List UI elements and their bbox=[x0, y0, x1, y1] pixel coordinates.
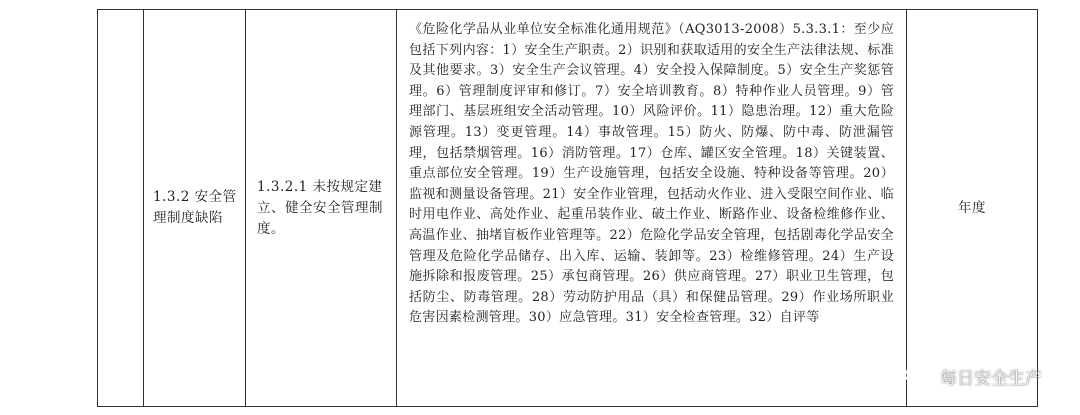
watermark bbox=[904, 364, 1042, 389]
watermark-text: 每日安全生产 bbox=[940, 369, 1042, 389]
category-code-label: 1.3.2 安全管理制度缺陷 bbox=[153, 189, 237, 226]
regulation-table bbox=[97, 9, 1038, 407]
requirement-content-text: 《危险化学品从业单位安全标准化通用规范》（AQ3013-2008）5.3.3.1：至少应包括下列内容：1）安全生产职责。2）识别和获取适用的安全生产法律法规、标准及其他要求。3）安全生产会议管理。4）安全投入保障制度。5）安全生产奖惩管理。6）管理制度评审和修订。7）安全培训教育。8）特种作业人员管理。9）管理部门、基层班组安全活动管理。10）风险评价。11）隐患治理。12）重大危险源管理。13）变更管理。14）事故管理。15）防火、防爆、防中毒、防泄漏管理，包括禁烟管理。16）消防管理。17）仓库、罐区安全管理。18）关键装置、重点部位安全管理。19）生产设施管理，包括安全设施、特种设备等管理。20）监视和测量设备管理。21）安全作业管理，包括动火作业、进入受限空间作业、临时用电作业、高处作业、起重吊装作业、破土作业、断路作业、设备检维修作业、高温作业、抽堵盲板作业管理等。22）危险化学品安全管理，包括剧毒化学品安全管理及危险化学品储存、出入库、运输、装卸等。23）检维修管理。24）生产设施拆除和报废管理。25）承包商管理。26）供应商管理。27）职业卫生管理，包括防尘、防毒管理。28）劳动防护用品（具）和保健品管理。29）作业场所职业危害因素检测管理。30）应急管理。31）安全检查管理。32）自评等 bbox=[409, 22, 894, 326]
category-cell bbox=[144, 10, 245, 406]
subcategory-code-label: 1.3.2.1 未按规定建立、健全安全管理制度。 bbox=[257, 178, 383, 237]
wechat-icon bbox=[904, 366, 934, 388]
frequency-label: 年度 bbox=[958, 199, 986, 216]
subcategory-cell bbox=[246, 10, 396, 406]
requirement-content-cell bbox=[397, 10, 906, 406]
frequency-cell bbox=[907, 10, 1037, 406]
